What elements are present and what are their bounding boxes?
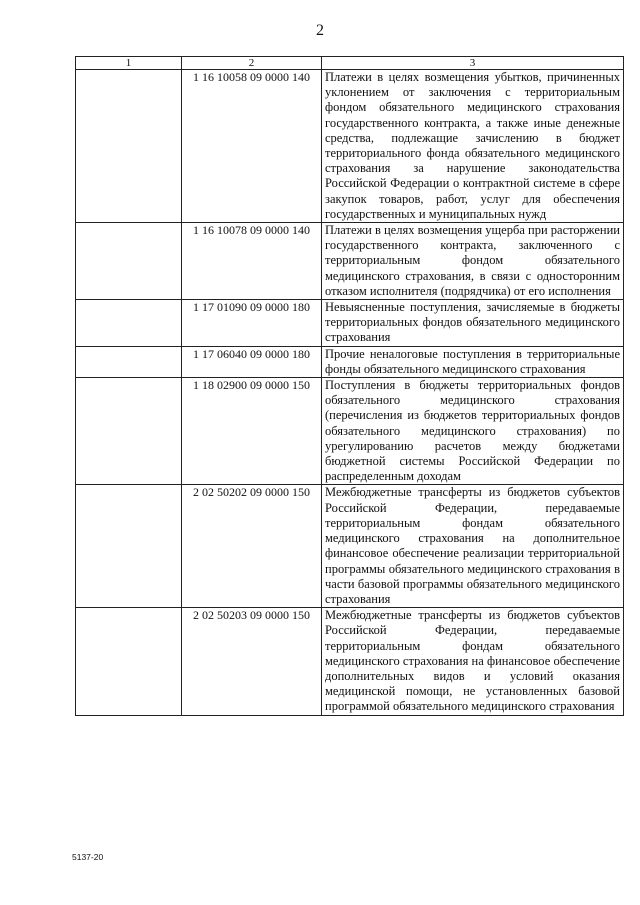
row-col-1 xyxy=(76,70,182,223)
revenue-description: Платежи в целях возмещения убытков, причиненных уклонением от заключения с территориальным фондом обязательного медицинского страхования государственного контракта, а также иные денежные средства, подлежащие зачислению в бюджет территориального фонда обязательного медицинского страхования за нарушение законодательства Российской Федерации о контрактной системе в сфере закупок товаров, работ, услуг для обеспечения государственных и муниципальных нужд xyxy=(322,70,624,223)
revenue-code: 2 02 50202 09 0000 150 xyxy=(182,485,322,608)
table-header-row xyxy=(76,57,624,70)
row-col-1 xyxy=(76,346,182,377)
revenue-description: Платежи в целях возмещения ущерба при расторжении государственного контракта, заключенного с территориальным фондом обязательного медицинского страхования, в связи с односторонним отказом исполнителя (подрядчика) от его исполнения xyxy=(322,223,624,300)
revenue-code: 1 18 02900 09 0000 150 xyxy=(182,378,322,485)
document-footer-code: 5137-20 xyxy=(72,852,104,862)
table-row xyxy=(76,378,624,485)
table-row xyxy=(76,485,624,608)
revenue-code: 2 02 50203 09 0000 150 xyxy=(182,608,322,715)
header-col-1: 1 xyxy=(76,57,182,70)
header-col-3: 3 xyxy=(322,57,624,70)
row-col-1 xyxy=(76,485,182,608)
table-row xyxy=(76,223,624,300)
revenue-description: Поступления в бюджеты территориальных фондов обязательного медицинского страхования (перечисления из бюджетов территориальных фондов обязательного медицинского страхования) по урегулированию расчетов между бюджетами бюджетной системы Российской Федерации по распределенным доходам xyxy=(322,378,624,485)
revenue-description: Невыясненные поступления, зачисляемые в бюджеты территориальных фондов обязательного медицинского страхования xyxy=(322,300,624,347)
row-col-1 xyxy=(76,378,182,485)
revenue-code: 1 17 01090 09 0000 180 xyxy=(182,300,322,347)
revenue-code: 1 16 10058 09 0000 140 xyxy=(182,70,322,223)
revenue-code: 1 16 10078 09 0000 140 xyxy=(182,223,322,300)
row-col-1 xyxy=(76,300,182,347)
table-row xyxy=(76,346,624,377)
row-col-1 xyxy=(76,223,182,300)
revenue-codes-table xyxy=(75,56,624,716)
table-row xyxy=(76,300,624,347)
revenue-description: Прочие неналоговые поступления в территориальные фонды обязательного медицинского страхования xyxy=(322,346,624,377)
table-row xyxy=(76,70,624,223)
revenue-description: Межбюджетные трансферты из бюджетов субъектов Российской Федерации, передаваемые территориальным фондам обязательного медицинского страхования на дополнительное финансовое обеспечение реализации территориальной программы обязательного медицинского страхования в части базовой программы обязательного медицинского страхования xyxy=(322,485,624,608)
revenue-description: Межбюджетные трансферты из бюджетов субъектов Российской Федерации, передаваемые территориальным фондам обязательного медицинского страхования на финансовое обеспечение дополнительных видов и условий оказания медицинской помощи, не установленных базовой программой обязательного медицинского страхования xyxy=(322,608,624,715)
row-col-1 xyxy=(76,608,182,715)
page-number: 2 xyxy=(316,22,324,39)
table-row xyxy=(76,608,624,715)
revenue-code: 1 17 06040 09 0000 180 xyxy=(182,346,322,377)
header-col-2: 2 xyxy=(182,57,322,70)
